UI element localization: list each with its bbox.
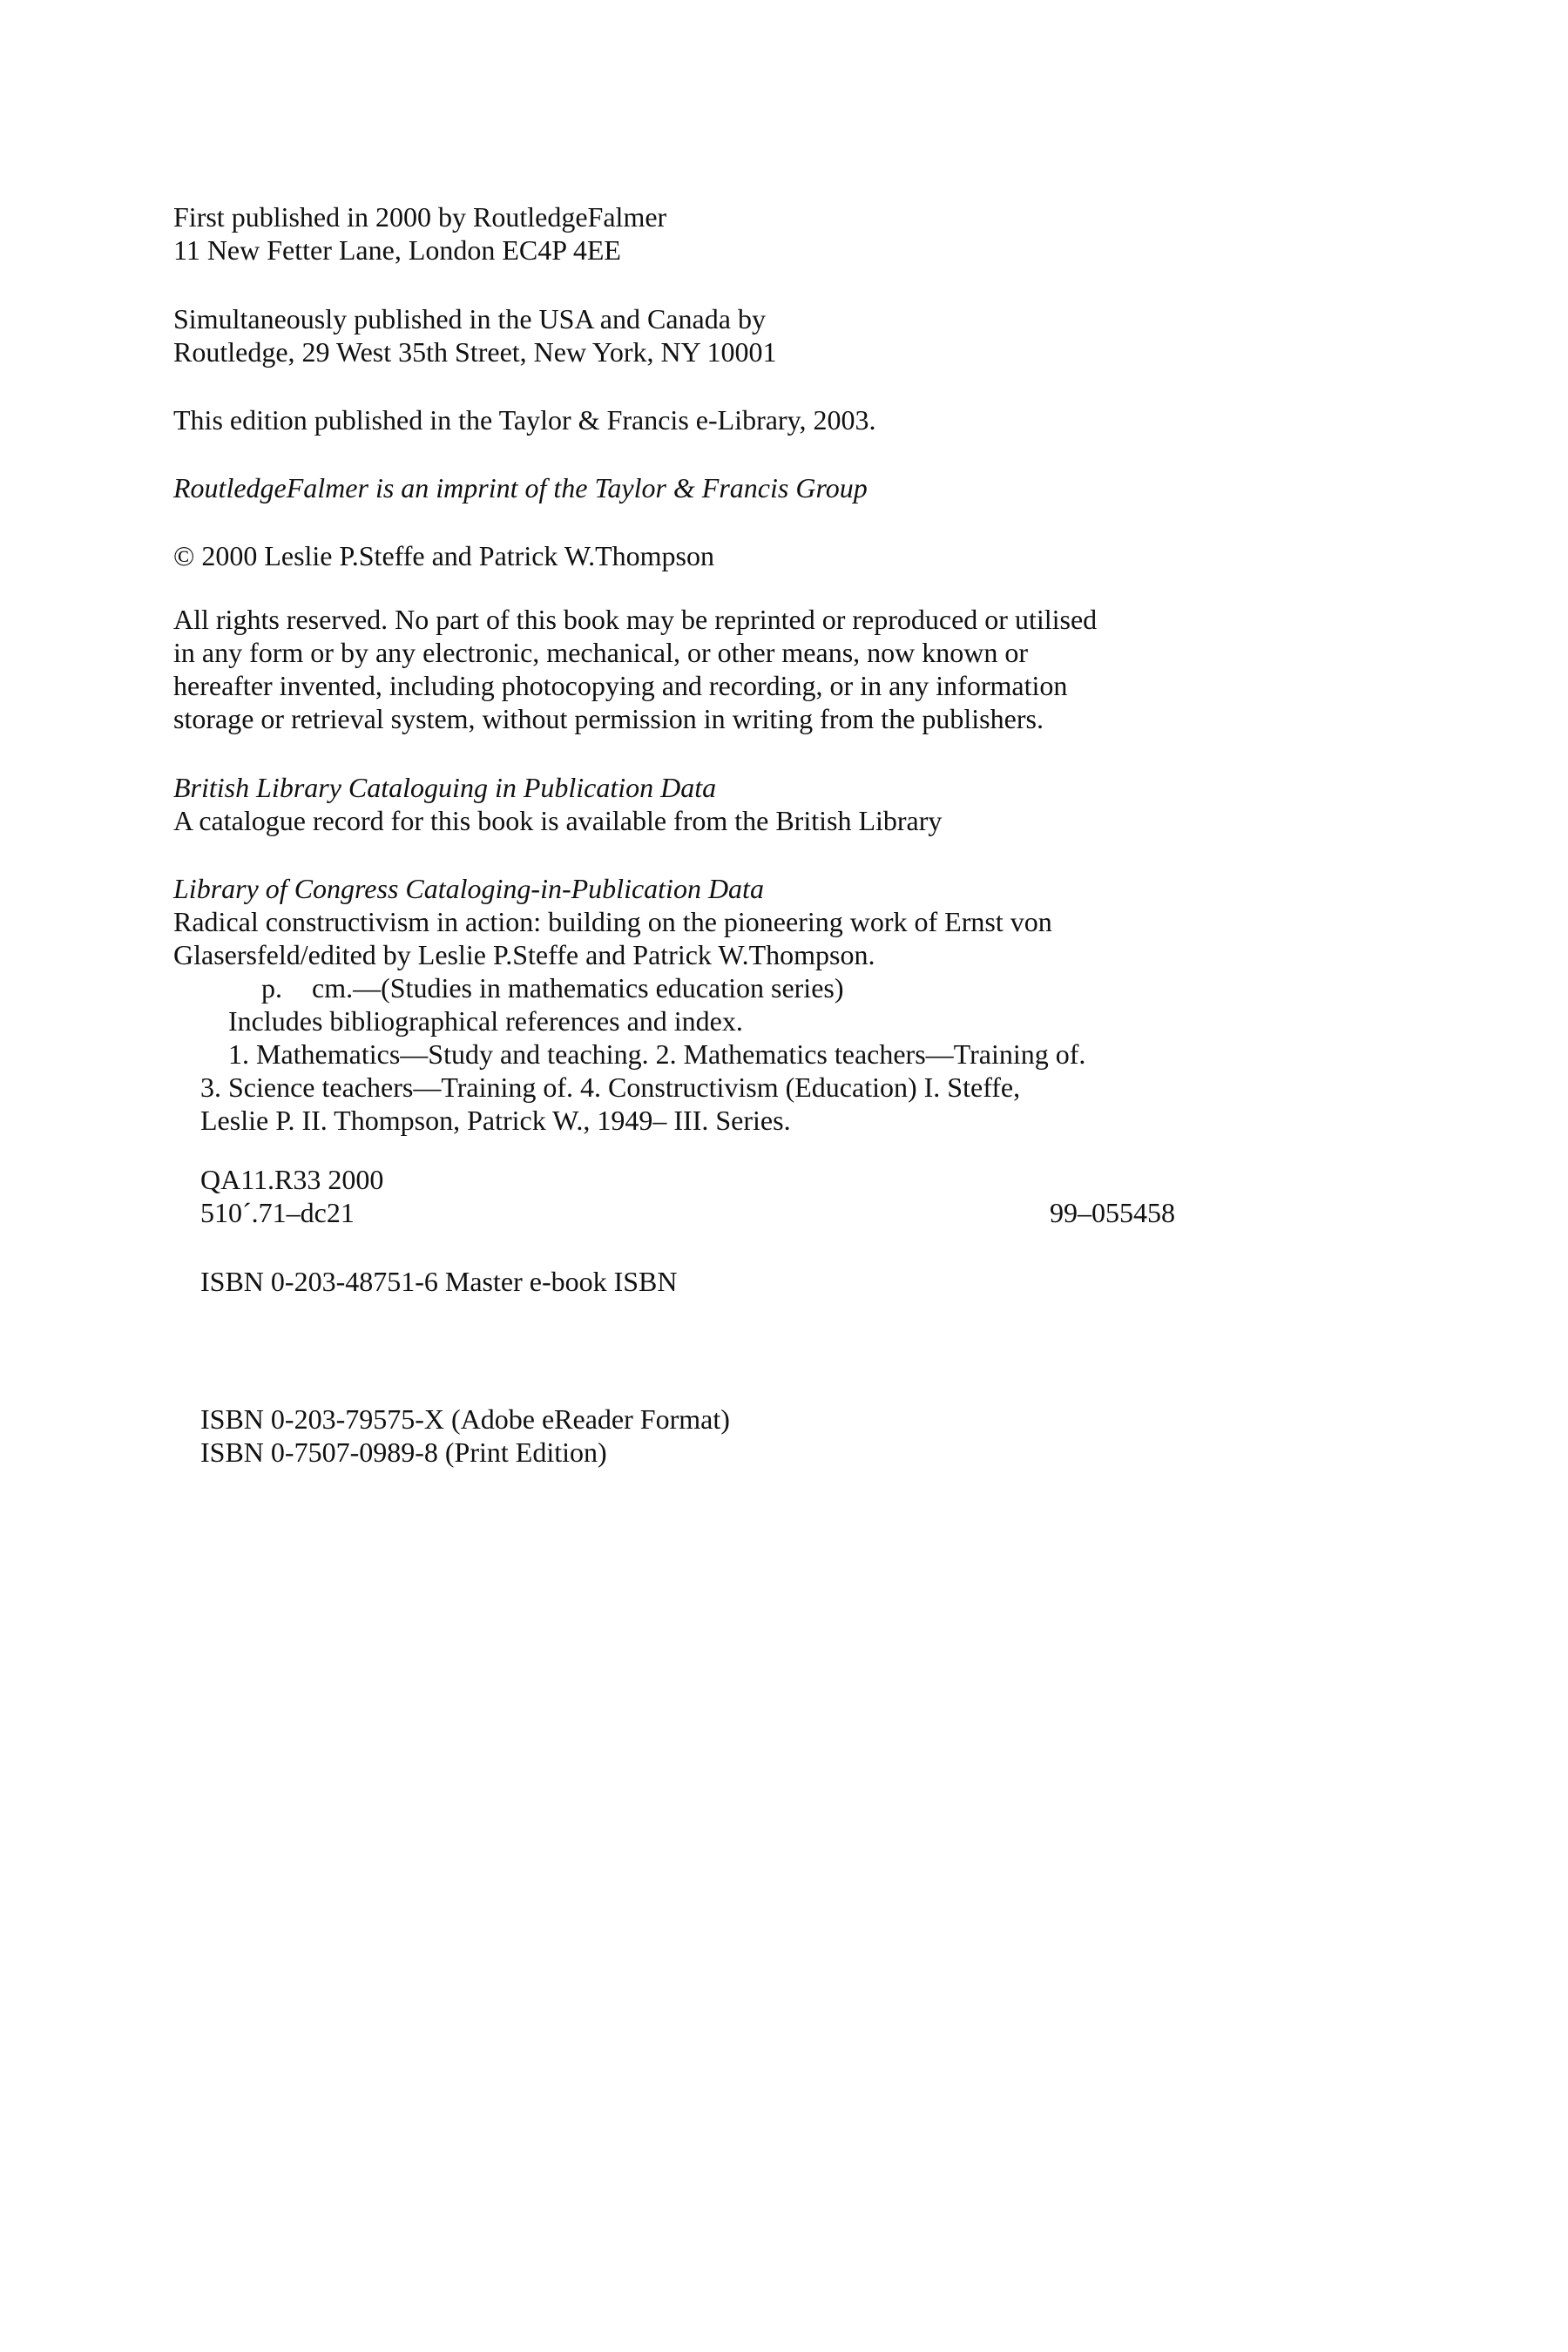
copyright-line: © 2000 Leslie P.Steffe and Patrick W.Thompson: [173, 540, 714, 571]
loc-heading: Library of Congress Cataloging-in-Publication Data: [173, 873, 764, 904]
loc-title-line: Glasersfeld/edited by Leslie P.Steffe and Patrick W.Thompson.: [173, 939, 875, 970]
loc-subjects-line: Leslie P. II. Thompson, Patrick W., 1949– III. Series.: [200, 1105, 791, 1136]
isbn-adobe: ISBN 0-203-79575-X (Adobe eReader Format): [200, 1403, 730, 1435]
rights-line: storage or retrieval system, without permission in writing from the publishers.: [173, 703, 1044, 734]
loc-subjects-line: 1. Mathematics—Study and teaching. 2. Mathematics teachers—Training of.: [228, 1038, 1086, 1070]
isbn-master: ISBN 0-203-48751-6 Master e-book ISBN: [200, 1266, 678, 1297]
loc-title-line: Radical constructivism in action: building on the pioneering work of Ernst von: [173, 906, 1052, 937]
lc-classification: QA11.R33 2000: [200, 1164, 384, 1195]
british-library-heading: British Library Cataloguing in Publication Data: [173, 772, 717, 803]
loc-physical-description: [261, 971, 844, 1004]
publisher-address-line: 11 New Fetter Lane, London EC4P 4EE: [173, 234, 621, 266]
usa-address-line: Routledge, 29 West 35th Street, New York, NY 10001: [173, 336, 777, 368]
usa-canada-line: Simultaneously published in the USA and Canada by: [173, 303, 766, 335]
rights-line: hereafter invented, including photocopying and recording, or in any information: [173, 670, 1068, 701]
isbn-print: ISBN 0-7507-0989-8 (Print Edition): [200, 1436, 607, 1468]
rights-line: All rights reserved. No part of this book may be reprinted or reproduced or utilised: [173, 604, 1098, 635]
loc-cm: cm.—(Studies in mathematics education series): [312, 972, 844, 1004]
rights-line: in any form or by any electronic, mechanical, or other means, now known or: [173, 637, 1029, 668]
lccn-number: 99–055458: [1050, 1197, 1175, 1228]
loc-p: p.: [261, 972, 282, 1004]
edition-line: This edition published in the Taylor & Francis e-Library, 2003.: [173, 404, 876, 436]
loc-subjects-line: 3. Science teachers—Training of. 4. Constructivism (Education) I. Steffe,: [200, 1071, 1021, 1103]
loc-includes-line: Includes bibliographical references and index.: [228, 1005, 743, 1037]
dewey-classification: 510´.71–dc21: [200, 1197, 355, 1228]
first-published-line: First published in 2000 by RoutledgeFalmer: [173, 201, 667, 233]
imprint-line: RoutledgeFalmer is an imprint of the Taylor & Francis Group: [173, 472, 868, 504]
british-library-text: A catalogue record for this book is available from the British Library: [173, 805, 943, 836]
